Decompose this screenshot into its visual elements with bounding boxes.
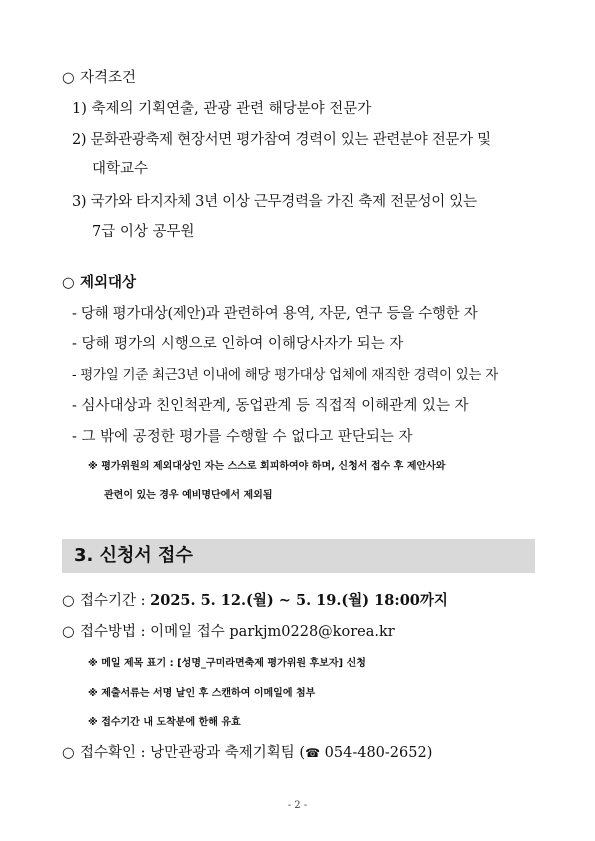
section-title: 3. 신청서 접수	[74, 545, 193, 566]
application-note-3: ※ 접수기간 내 도착분에 한해 유효	[88, 717, 241, 728]
application-period-value: 2025. 5. 12.(월) ~ 5. 19.(월) 18:00까지	[150, 592, 448, 609]
page-number: - 2 -	[287, 800, 308, 811]
application-note-1: ※ 메일 제목 표기 : [성명_구미라면축제 평가위원 후보자] 신청	[88, 658, 366, 669]
exclusion-item-3: - 평가일 기준 최근3년 이내에 해당 평가대상 업체에 재직한 경력이 있는 자	[72, 367, 498, 383]
circle-bullet: ○	[62, 624, 75, 640]
qualification-item-1: 1) 축제의 기획연출, 관광 관련 해당분야 전문가	[72, 101, 372, 117]
section-header-bar	[62, 539, 535, 573]
exclusion-heading: ○ 제외대상	[62, 275, 137, 291]
application-method-value: 이메일 접수 parkjm0228@korea.kr	[150, 624, 395, 640]
application-note-2: ※ 제출서류는 서명 날인 후 스캔하여 이메일에 첨부	[88, 688, 316, 699]
exclusion-note-line-1: ※ 평가위원의 제외대상인 자는 스스로 회피하여야 하며, 신청서 접수 후 제안사와	[88, 461, 446, 472]
circle-bullet: ○	[62, 70, 75, 86]
exclusion-item-2: - 당해 평가의 시행으로 인하여 이해당사자가 되는 자	[72, 336, 404, 352]
circle-bullet: ○	[62, 275, 75, 291]
phone-icon: ☎	[305, 746, 321, 760]
qualification-heading: ○ 자격조건	[62, 70, 137, 86]
circle-bullet: ○	[62, 593, 75, 609]
application-period: ○ 접수기간 : 2025. 5. 12.(월) ~ 5. 19.(월) 18:00까지	[62, 592, 448, 609]
qualification-item-3: 3) 국가와 타지자체 3년 이상 근무경력을 가진 축제 전문성이 있는	[72, 194, 477, 210]
application-method: ○ 접수방법 : 이메일 접수 parkjm0228@korea.kr	[62, 624, 395, 640]
circle-bullet: ○	[62, 745, 75, 761]
exclusion-item-4: - 심사대상과 친인척관계, 동업관계 등 직접적 이해관계 있는 자	[72, 398, 469, 414]
exclusion-item-1: - 당해 평가대상(제안)과 관련하여 용역, 자문, 연구 등을 수행한 자	[72, 306, 478, 322]
exclusion-note-line-2: 관련이 있는 경우 예비명단에서 제외됨	[104, 490, 273, 501]
exclusion-item-5: - 그 밖에 공정한 평가를 수행할 수 없다고 판단되는 자	[72, 429, 413, 445]
application-confirm: ○ 접수확인 : 낭만관광과 축제기획팀 (☎ 054-480-2652)	[62, 745, 433, 761]
qualification-item-2: 2) 문화관광축제 현장서면 평가참여 경력이 있는 관련분야 전문가 및	[72, 132, 491, 148]
qualification-item-2-cont: 대학교수	[92, 161, 149, 177]
qualification-item-3-cont: 7급 이상 공무원	[92, 224, 195, 240]
